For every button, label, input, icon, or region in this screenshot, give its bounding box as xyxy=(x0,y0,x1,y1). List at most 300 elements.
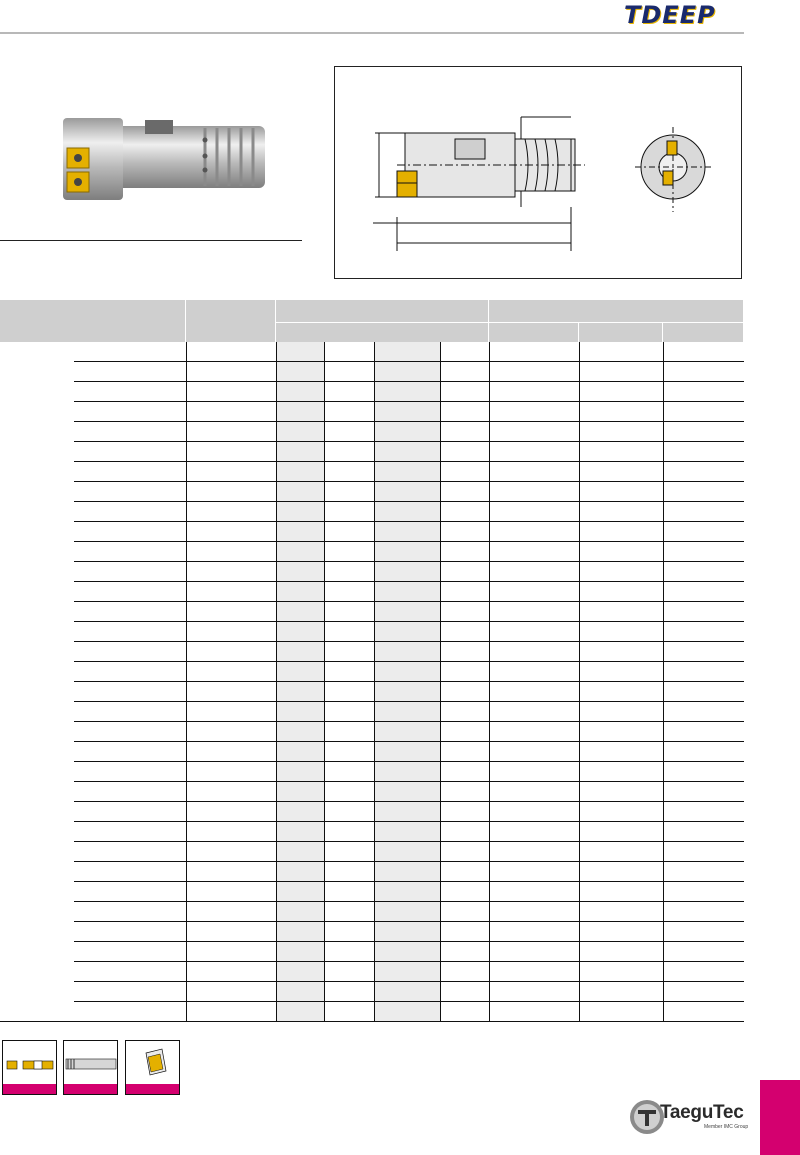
column-divider xyxy=(186,582,187,601)
shaded-column xyxy=(374,342,440,361)
header-spare-parts xyxy=(489,300,744,322)
column-divider xyxy=(324,362,325,381)
column-divider xyxy=(186,922,187,941)
column-divider xyxy=(276,942,277,961)
column-divider xyxy=(374,622,375,641)
column-divider xyxy=(186,962,187,981)
column-divider xyxy=(579,902,580,921)
table-header xyxy=(0,300,744,342)
table-row xyxy=(0,462,744,482)
shaded-column xyxy=(276,742,324,761)
column-divider xyxy=(663,822,664,841)
column-divider xyxy=(324,862,325,881)
column-divider xyxy=(440,522,441,541)
shaded-column xyxy=(276,622,324,641)
column-divider xyxy=(276,722,277,741)
shaded-column xyxy=(276,722,324,741)
column-divider xyxy=(374,662,375,681)
table-row xyxy=(0,602,744,622)
column-divider xyxy=(579,382,580,401)
column-divider xyxy=(663,922,664,941)
column-divider xyxy=(579,502,580,521)
column-divider xyxy=(489,642,490,661)
column-divider xyxy=(440,922,441,941)
column-divider xyxy=(489,922,490,941)
column-divider xyxy=(579,462,580,481)
column-divider xyxy=(276,802,277,821)
column-divider xyxy=(579,942,580,961)
shaded-column xyxy=(276,862,324,881)
column-divider xyxy=(663,702,664,721)
column-divider xyxy=(663,602,664,621)
column-divider xyxy=(663,942,664,961)
column-divider xyxy=(489,402,490,421)
column-divider xyxy=(579,522,580,541)
column-divider xyxy=(579,622,580,641)
column-divider xyxy=(489,902,490,921)
column-divider xyxy=(324,442,325,461)
shaded-column xyxy=(276,882,324,901)
column-divider xyxy=(489,882,490,901)
column-divider xyxy=(579,602,580,621)
column-divider xyxy=(579,862,580,881)
column-divider xyxy=(324,942,325,961)
header-rule xyxy=(0,32,744,34)
column-divider xyxy=(374,882,375,901)
shaded-column xyxy=(276,362,324,381)
table-row xyxy=(0,562,744,582)
column-divider xyxy=(276,702,277,721)
column-divider xyxy=(186,362,187,381)
column-divider xyxy=(579,742,580,761)
column-divider xyxy=(579,982,580,1001)
table-row xyxy=(0,682,744,702)
column-divider xyxy=(374,382,375,401)
brand-subtitle: Member IMC Group xyxy=(704,1124,749,1130)
column-divider xyxy=(440,882,441,901)
shaded-column xyxy=(374,442,440,461)
column-divider xyxy=(374,422,375,441)
shaded-column xyxy=(276,782,324,801)
column-divider xyxy=(186,862,187,881)
face-mill-photo xyxy=(55,108,280,208)
table-row xyxy=(0,722,744,742)
column-divider xyxy=(186,442,187,461)
technical-drawing xyxy=(334,66,742,279)
column-divider xyxy=(440,1002,441,1021)
shaded-column xyxy=(276,922,324,941)
shaded-column xyxy=(276,462,324,481)
shaded-column xyxy=(276,842,324,861)
column-divider xyxy=(276,502,277,521)
column-divider xyxy=(324,562,325,581)
column-divider xyxy=(276,842,277,861)
column-divider xyxy=(663,982,664,1001)
column-divider xyxy=(324,842,325,861)
column-divider xyxy=(324,402,325,421)
column-divider xyxy=(440,422,441,441)
column-divider xyxy=(579,662,580,681)
column-divider xyxy=(276,982,277,1001)
shaded-column xyxy=(276,522,324,541)
column-divider xyxy=(489,582,490,601)
column-divider xyxy=(440,362,441,381)
column-divider xyxy=(276,462,277,481)
column-divider xyxy=(440,402,441,421)
column-divider xyxy=(374,922,375,941)
brand-name: TaeguTec xyxy=(660,1102,744,1123)
shaded-column xyxy=(374,482,440,501)
table-row xyxy=(0,702,744,722)
table-row xyxy=(0,582,744,602)
column-divider xyxy=(374,482,375,501)
column-divider xyxy=(579,582,580,601)
column-divider xyxy=(186,662,187,681)
column-divider xyxy=(489,502,490,521)
column-divider xyxy=(324,982,325,1001)
column-divider xyxy=(663,662,664,681)
shaded-column xyxy=(374,782,440,801)
column-divider xyxy=(186,622,187,641)
header-spare-sub-2 xyxy=(579,322,663,342)
column-divider xyxy=(663,542,664,561)
column-divider xyxy=(186,462,187,481)
column-divider xyxy=(489,702,490,721)
shaded-column xyxy=(374,762,440,781)
column-divider xyxy=(374,762,375,781)
column-divider xyxy=(489,682,490,701)
header-spare-sub-1 xyxy=(489,322,579,342)
column-divider xyxy=(324,802,325,821)
column-divider xyxy=(579,782,580,801)
shaded-column xyxy=(276,402,324,421)
column-divider xyxy=(374,342,375,361)
column-divider xyxy=(663,402,664,421)
column-divider xyxy=(440,502,441,521)
table-row xyxy=(0,362,744,382)
column-divider xyxy=(374,402,375,421)
column-divider xyxy=(374,522,375,541)
column-divider xyxy=(374,442,375,461)
shaded-column xyxy=(276,942,324,961)
column-divider xyxy=(324,822,325,841)
column-divider xyxy=(489,942,490,961)
section-tab xyxy=(760,1080,800,1155)
shaded-column xyxy=(276,642,324,661)
table-row xyxy=(0,822,744,842)
column-divider xyxy=(374,902,375,921)
column-divider xyxy=(663,522,664,541)
column-divider xyxy=(186,602,187,621)
column-divider xyxy=(579,482,580,501)
column-divider xyxy=(186,982,187,1001)
column-divider xyxy=(324,902,325,921)
column-divider xyxy=(489,762,490,781)
column-divider xyxy=(276,442,277,461)
shaded-column xyxy=(374,522,440,541)
column-divider xyxy=(374,502,375,521)
column-divider xyxy=(276,622,277,641)
column-divider xyxy=(440,542,441,561)
column-divider xyxy=(440,942,441,961)
column-divider xyxy=(186,782,187,801)
shaded-column xyxy=(276,702,324,721)
column-divider xyxy=(663,742,664,761)
column-divider xyxy=(374,362,375,381)
column-divider xyxy=(276,782,277,801)
column-divider xyxy=(324,602,325,621)
column-divider xyxy=(186,482,187,501)
column-divider xyxy=(579,642,580,661)
shaded-column xyxy=(276,902,324,921)
shaded-column xyxy=(374,382,440,401)
shaded-column xyxy=(374,742,440,761)
table-row xyxy=(0,482,744,502)
column-divider xyxy=(579,702,580,721)
column-divider xyxy=(663,502,664,521)
column-divider xyxy=(324,882,325,901)
column-divider xyxy=(663,382,664,401)
column-divider xyxy=(186,342,187,361)
shaded-column xyxy=(276,562,324,581)
column-divider xyxy=(324,782,325,801)
column-divider xyxy=(440,962,441,981)
column-divider xyxy=(374,962,375,981)
row-indent xyxy=(0,1021,74,1022)
column-divider xyxy=(663,802,664,821)
table-row xyxy=(0,842,744,862)
column-divider xyxy=(276,662,277,681)
table-row xyxy=(0,882,744,902)
column-divider xyxy=(276,402,277,421)
column-divider xyxy=(663,462,664,481)
column-divider xyxy=(276,362,277,381)
column-divider xyxy=(324,742,325,761)
column-divider xyxy=(324,922,325,941)
column-divider xyxy=(489,522,490,541)
column-divider xyxy=(440,762,441,781)
column-divider xyxy=(579,442,580,461)
shaded-column xyxy=(276,482,324,501)
column-divider xyxy=(276,882,277,901)
column-divider xyxy=(489,562,490,581)
shaded-column xyxy=(374,1002,440,1021)
shaded-column xyxy=(374,422,440,441)
column-divider xyxy=(374,822,375,841)
shaded-column xyxy=(374,402,440,421)
column-divider xyxy=(663,422,664,441)
shaded-column xyxy=(374,902,440,921)
column-divider xyxy=(186,422,187,441)
column-divider xyxy=(374,702,375,721)
column-divider xyxy=(186,802,187,821)
column-divider xyxy=(324,662,325,681)
column-divider xyxy=(489,742,490,761)
column-divider xyxy=(663,622,664,641)
column-divider xyxy=(186,882,187,901)
shaded-column xyxy=(276,802,324,821)
column-divider xyxy=(276,922,277,941)
column-divider xyxy=(489,382,490,401)
column-divider xyxy=(440,802,441,821)
column-divider xyxy=(440,442,441,461)
column-divider xyxy=(489,722,490,741)
shaded-column xyxy=(276,422,324,441)
column-divider xyxy=(663,902,664,921)
column-divider xyxy=(374,942,375,961)
table-row xyxy=(0,962,744,982)
table-row xyxy=(0,442,744,462)
column-divider xyxy=(579,542,580,561)
column-divider xyxy=(489,622,490,641)
column-divider xyxy=(374,802,375,821)
column-divider xyxy=(579,402,580,421)
column-divider xyxy=(276,642,277,661)
table-row xyxy=(0,782,744,802)
column-divider xyxy=(579,762,580,781)
column-divider xyxy=(579,822,580,841)
header-dimensions-sub xyxy=(276,322,489,342)
box-icon-band xyxy=(126,1084,179,1094)
column-divider xyxy=(579,922,580,941)
column-divider xyxy=(579,562,580,581)
column-divider xyxy=(276,382,277,401)
shank-icon-band xyxy=(64,1084,117,1094)
insert-icon xyxy=(2,1040,57,1095)
column-divider xyxy=(186,382,187,401)
shaded-column xyxy=(374,942,440,961)
table-row xyxy=(0,422,744,442)
column-divider xyxy=(663,962,664,981)
column-divider xyxy=(440,742,441,761)
column-divider xyxy=(324,422,325,441)
header-designation xyxy=(0,300,186,342)
column-divider xyxy=(440,342,441,361)
column-divider xyxy=(440,582,441,601)
column-divider xyxy=(276,742,277,761)
column-divider xyxy=(663,1002,664,1021)
shaded-column xyxy=(374,362,440,381)
column-divider xyxy=(489,442,490,461)
header-dimensions xyxy=(276,300,489,322)
table-row xyxy=(0,342,744,362)
column-divider xyxy=(440,642,441,661)
column-divider xyxy=(663,342,664,361)
column-divider xyxy=(374,782,375,801)
column-divider xyxy=(374,462,375,481)
column-divider xyxy=(374,982,375,1001)
table-row xyxy=(0,802,744,822)
shaded-column xyxy=(374,502,440,521)
shaded-column xyxy=(374,862,440,881)
column-divider xyxy=(186,562,187,581)
column-divider xyxy=(186,402,187,421)
table-row xyxy=(0,982,744,1002)
shaded-column xyxy=(374,722,440,741)
shaded-column xyxy=(276,982,324,1001)
header-code xyxy=(186,300,276,342)
column-divider xyxy=(663,682,664,701)
column-divider xyxy=(663,442,664,461)
shaded-column xyxy=(374,542,440,561)
column-divider xyxy=(489,422,490,441)
column-divider xyxy=(440,982,441,1001)
column-divider xyxy=(663,642,664,661)
column-divider xyxy=(324,702,325,721)
column-divider xyxy=(663,482,664,501)
column-divider xyxy=(489,602,490,621)
table-body xyxy=(0,342,744,1022)
column-divider xyxy=(186,902,187,921)
column-divider xyxy=(324,462,325,481)
table-row xyxy=(0,902,744,922)
column-divider xyxy=(324,682,325,701)
table-row xyxy=(0,502,744,522)
column-divider xyxy=(440,842,441,861)
shaded-column xyxy=(374,622,440,641)
column-divider xyxy=(579,802,580,821)
shaded-column xyxy=(374,982,440,1001)
shaded-column xyxy=(276,682,324,701)
column-divider xyxy=(440,462,441,481)
shaded-column xyxy=(276,962,324,981)
column-divider xyxy=(186,542,187,561)
column-divider xyxy=(489,822,490,841)
column-divider xyxy=(489,782,490,801)
shaded-column xyxy=(276,662,324,681)
box-icon xyxy=(125,1040,180,1095)
table-row xyxy=(0,662,744,682)
column-divider xyxy=(276,602,277,621)
column-divider xyxy=(440,622,441,641)
column-divider xyxy=(324,502,325,521)
column-divider xyxy=(374,862,375,881)
column-divider xyxy=(374,582,375,601)
table-row xyxy=(0,542,744,562)
shaded-column xyxy=(374,682,440,701)
shaded-column xyxy=(374,802,440,821)
shaded-column xyxy=(374,842,440,861)
table-row xyxy=(0,402,744,422)
column-divider xyxy=(663,782,664,801)
column-divider xyxy=(324,522,325,541)
shaded-column xyxy=(276,382,324,401)
column-divider xyxy=(186,762,187,781)
column-divider xyxy=(276,342,277,361)
column-divider xyxy=(440,682,441,701)
shaded-column xyxy=(276,542,324,561)
column-divider xyxy=(489,542,490,561)
column-divider xyxy=(186,522,187,541)
column-divider xyxy=(324,622,325,641)
column-divider xyxy=(579,422,580,441)
column-divider xyxy=(440,702,441,721)
column-divider xyxy=(374,602,375,621)
column-divider xyxy=(663,882,664,901)
column-divider xyxy=(663,362,664,381)
table-row xyxy=(0,522,744,542)
column-divider xyxy=(276,902,277,921)
column-divider xyxy=(489,842,490,861)
table-row xyxy=(0,762,744,782)
table-row xyxy=(0,382,744,402)
column-divider xyxy=(324,342,325,361)
column-divider xyxy=(440,662,441,681)
column-divider xyxy=(374,742,375,761)
column-divider xyxy=(489,802,490,821)
table-row xyxy=(0,742,744,762)
column-divider xyxy=(324,582,325,601)
